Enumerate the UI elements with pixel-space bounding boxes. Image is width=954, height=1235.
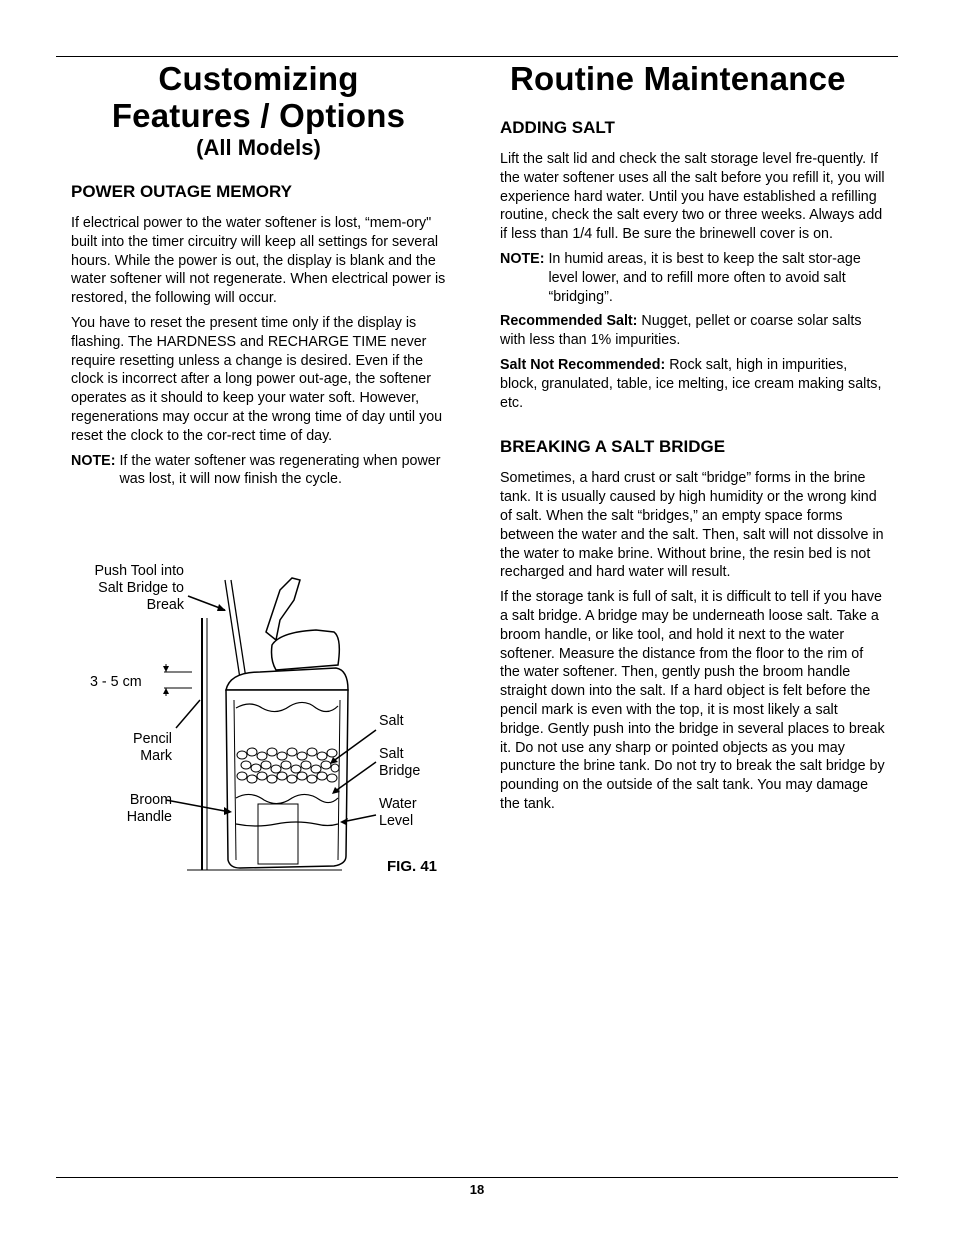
salt-not-recommended [500,356,885,412]
recommended-salt-text: Nugget, pellet or coarse solar salts with less than 1% impurities. [500,313,862,349]
note-text: If the water softener was regenerating when power was lost, it will now finish the cycle. [119,452,441,488]
power-outage-note [71,452,446,490]
label-bridge-line1: Salt [379,746,404,762]
label-push-line1: Push Tool into [94,563,184,579]
not-recommended-label: Salt Not Recommended: [500,356,666,373]
figure-41 [80,560,460,890]
humid-note [500,250,885,306]
left-subtitle: (All Models) [196,135,321,160]
label-broom-handle [100,792,172,826]
left-title-line1: Customizing [158,60,359,97]
label-push-line3: Break [146,597,184,613]
adding-salt-para: Lift the salt lid and check the salt storage level fre-quently. If the water softener uses all the salt before you refill it, you will experience hard water. Until you have established a refilling routine, check the salt every two or three weeks. Always add if less than 1/4 full. Be sure the brinewell cover is on. [500,151,885,243]
label-push-tool [84,563,184,614]
label-water-level [379,796,417,830]
label-cm: 3 - 5 cm [90,674,142,690]
power-outage-para2: You have to reset the present time only if the display is flashing. The HARDNESS and RECHARGE TIME never require resetting unless a change is desired. Even if the clock is incorrect after a long power out-age, the softener operates as it should to keep your water soft. However, regenerations may occur at the wrong time of day until you reset the clock to the cor-rect time of day. [71,314,443,444]
note-label: NOTE: [71,452,120,469]
label-pencil-line2: Mark [140,748,172,764]
bottom-rule [56,1177,898,1178]
label-push-line2: Salt Bridge to [98,580,184,596]
salt-bridge-para1: Sometimes, a hard crust or salt “bridge” forms in the brine tank. It is usually caused by high humidity or the wrong kind of salt. When the salt “bridges,” an empty space forms between the water and the salt. Then, salt will not dissolve in the water to make brine. Without brine, the resin bed is not recharged and hard water will result. [500,470,884,581]
recommended-salt [500,312,885,350]
page-number: 18 [469,1182,485,1197]
label-salt-bridge [379,746,420,780]
left-title [63,60,454,134]
right-title: Routine Maintenance [510,60,846,97]
left-title-line2: Features / Options [111,97,406,134]
humid-note-text: In humid areas, it is best to keep the salt stor-age level lower, and to refill more often to avoid salt “bridging”. [548,250,861,305]
humid-note-label: NOTE: [500,250,549,267]
label-bridge-line2: Bridge [379,763,421,779]
label-pencil-line1: Pencil [133,731,172,747]
left-column [71,60,446,495]
label-water-line1: Water [379,796,417,812]
label-pencil-mark [100,731,172,765]
recommended-salt-label: Recommended Salt: [500,313,638,330]
label-water-line2: Level [379,813,414,829]
label-broom-line2: Handle [126,809,172,825]
label-broom-line1: Broom [129,792,172,808]
salt-bridge-heading: BREAKING A SALT BRIDGE [500,437,726,457]
adding-salt-heading: ADDING SALT [500,118,615,137]
power-outage-para1: If electrical power to the water softener is lost, “mem-ory" built into the timer circuitry will keep all settings for several hours. While the power is out, the display is blank and the water softener will not regenerate. When electrical power is restored, the following will occur. [71,215,446,307]
right-column [500,60,885,820]
power-outage-heading: POWER OUTAGE MEMORY [71,182,292,201]
not-recommended-text: Rock salt, high in impurities, block, granulated, table, ice melting, ice cream making salts, etc. [500,356,882,411]
figure-caption: FIG. 41 [387,858,438,875]
label-salt: Salt [379,713,404,729]
salt-bridge-para2: If the storage tank is full of salt, it is difficult to tell if you have a salt bridge. A bridge may be underneath loose salt. Take a broom handle, or like tool, and hold it next to the water softener. Measure the distance from the floor to the rim of the water softener. Then, gently push the broom handle straight down into the salt. If a hard object is felt before the pencil mark is even with the top, it is most likely a salt bridge. Gently push into the bridge in several places to break it. Do not use any sharp or pointed objects as you may puncture the brine tank. Do not try to break the salt bridge by pounding on the outside of the salt tank. You may damage the tank. [500,589,885,812]
top-rule [56,56,898,57]
